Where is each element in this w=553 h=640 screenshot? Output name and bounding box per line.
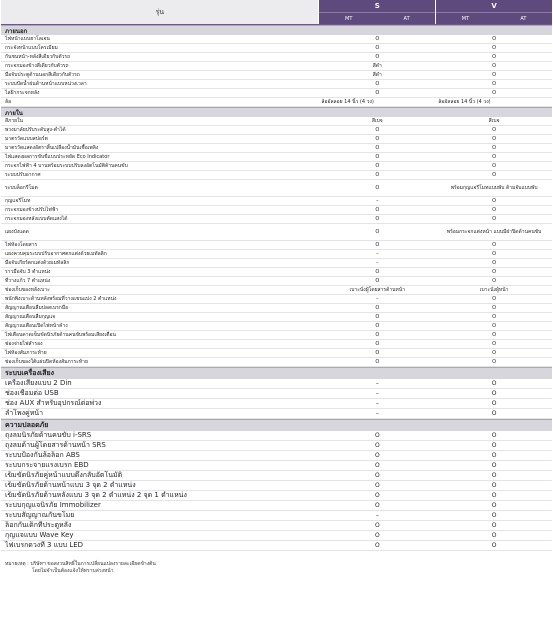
value-s: – [375, 511, 379, 519]
feature-label: ไล่ฝ้ากระจกหลัง [5, 90, 40, 96]
value-s: O [375, 242, 380, 248]
table-row [1, 541, 552, 551]
table-row [1, 126, 552, 135]
feature-label: ระบบปัดน้ำฝนด้านหน้าแบบหน่วงเวลา [5, 81, 87, 87]
feature-label: พวงมาลัยปรับระดับสูง-ต่ำได้ [5, 127, 66, 133]
table-row [1, 62, 552, 71]
value-v: O [491, 441, 497, 449]
table-row [1, 180, 552, 197]
table-row [1, 53, 552, 62]
value-v: O [492, 90, 497, 96]
feature-label: กันชนหน้า-หลังสีเดียวกับตัวรถ [5, 54, 71, 60]
feature-label: เข็มขัดนิรภัยด้านหน้าแบบ 3 จุด 2 ตำแหน่ง [5, 481, 136, 489]
value-v: O [491, 471, 497, 479]
table-row [1, 441, 552, 451]
value-v: พร้อมกุญแจรีโมทแบบพับ ด้ามจับแบบพับ [450, 185, 538, 191]
feature-label: ช่องเชื่อมต่อ USB [5, 389, 59, 397]
model-group-s [319, 0, 435, 24]
transmission-label: AT [403, 15, 410, 22]
feature-label: มาตรวัดแบบสปอร์ต [5, 136, 48, 142]
table-row [1, 511, 552, 521]
table-row [1, 313, 552, 322]
table-row [1, 286, 552, 295]
feature-label: มือจับประตูด้านนอกสีเดียวกับตัวรถ [5, 72, 80, 78]
value-s: O [375, 216, 380, 222]
feature-label: ระบบป้องกันล้อล็อก ABS [5, 451, 80, 459]
value-v: O [492, 305, 497, 311]
table-row [1, 144, 552, 153]
value-s: ล้ออัลลอย 14 นิ้ว (4 วง) [321, 99, 374, 105]
value-s: O [375, 54, 380, 60]
value-v: O [492, 36, 497, 42]
table-row [1, 117, 552, 126]
table-row [1, 44, 552, 53]
value-s: O [375, 163, 380, 169]
value-s: O [375, 136, 380, 142]
table-row [1, 340, 552, 349]
feature-label: ล็อกกันเด็กที่ประตูหลัง [5, 521, 72, 529]
table-row [1, 215, 552, 224]
feature-label: ช่องเก็บของใต้แผ่นปิดห้องสัมภาระท้าย [5, 359, 88, 365]
value-v: O [491, 541, 497, 549]
table-row [1, 224, 552, 241]
model-name: V [436, 0, 552, 12]
value-s: O [374, 451, 380, 459]
value-v: O [492, 314, 497, 320]
section-header: ระบบเครื่องเสียง [1, 367, 552, 379]
value-s: O [374, 501, 380, 509]
value-s: – [375, 379, 379, 387]
value-v: ล้ออัลลอย 14 นิ้ว (4 วง) [438, 99, 491, 105]
value-s: O [375, 350, 380, 356]
value-s: O [374, 481, 380, 489]
value-v: O [491, 501, 497, 509]
feature-label: เข็มขัดนิรภัยด้านหลังแบบ 3 จุด 2 ตำแหน่ง 2 จุด 1 ตำแหน่ง [5, 491, 187, 499]
value-s: สีเบจ [371, 118, 383, 124]
value-v: O [491, 491, 497, 499]
model-name: S [319, 0, 435, 12]
feature-label: แผงควบคุมระบบปรับอากาศตกแต่งด้วยเมทัลลิก [5, 251, 107, 257]
value-v: O [492, 278, 497, 284]
feature-label: ระบบกุญแจนิรภัย Immobilizer [5, 501, 101, 509]
table-row [1, 399, 552, 409]
value-v: O [491, 511, 497, 519]
table-row [1, 431, 552, 441]
value-v: O [492, 172, 497, 178]
feature-label: กระจกมองข้างปรับไฟฟ้า [5, 207, 59, 213]
table-row [1, 451, 552, 461]
table-row [1, 531, 552, 541]
feature-label: ล้อ [5, 99, 12, 105]
section-header: ความปลอดภัย [1, 419, 552, 431]
value-v: O [491, 481, 497, 489]
feature-label: พนักพิงเบาะด้านหลังพร้อมที่วางแขนแบ่ง 2 ตำแหน่ง [5, 296, 117, 302]
feature-label: กระจังหน้าแบบโครเมียม [5, 45, 58, 51]
section-header: ภายใน [1, 107, 552, 117]
feature-label: มาตรวัดแสดงอัตราสิ้นเปลืองน้ำมันเชื้อเพลิง [5, 145, 99, 151]
spec-sheet [1, 0, 552, 575]
transmission-label: MT [461, 15, 470, 22]
table-row [1, 501, 552, 511]
value-v: O [492, 198, 497, 204]
value-s: O [375, 341, 380, 347]
model-group-v [436, 0, 552, 24]
value-v: O [491, 531, 497, 539]
value-s: O [374, 471, 380, 479]
table-row [1, 521, 552, 531]
feature-label: ระบบสัญญาณกันขโมย [5, 511, 75, 519]
value-s: – [376, 251, 379, 257]
value-s: O [375, 359, 380, 365]
value-s: O [374, 521, 380, 529]
value-v: O [492, 269, 497, 275]
table-row [1, 162, 552, 171]
value-v: O [492, 296, 497, 302]
table-row [1, 80, 552, 89]
value-s: O [375, 154, 380, 160]
value-v: O [491, 451, 497, 459]
value-s: O [374, 491, 380, 499]
value-s: O [375, 305, 380, 311]
value-s: O [374, 541, 380, 549]
table-row [1, 171, 552, 180]
value-s: O [375, 145, 380, 151]
table-row [1, 277, 552, 286]
value-v: O [492, 136, 497, 142]
table-row [1, 197, 552, 206]
value-s: O [375, 127, 380, 133]
value-s: O [375, 269, 380, 275]
feature-label: สีภายใน [5, 118, 23, 124]
table-row [1, 89, 552, 98]
value-v: O [491, 389, 497, 397]
table-row [1, 98, 552, 107]
value-v: O [492, 207, 497, 213]
transmission-label: AT [520, 15, 527, 22]
value-s: O [375, 229, 380, 235]
table-row [1, 409, 552, 419]
value-v: O [492, 154, 497, 160]
table-row [1, 135, 552, 144]
value-v: O [492, 242, 497, 248]
value-v: O [492, 260, 497, 266]
feature-label: ที่วางแก้ว 7 ตำแหน่ง [5, 278, 51, 284]
value-s: O [375, 45, 380, 51]
value-s: O [375, 36, 380, 42]
value-v: O [492, 127, 497, 133]
value-v: สีเบจ [488, 118, 500, 124]
feature-label: ระบบปรับอากาศ [5, 172, 41, 178]
feature-label: ไฟเบรกดวงที่ 3 แบบ LED [5, 541, 84, 549]
value-s: – [376, 260, 379, 266]
model-header-label: รุ่น [1, 0, 318, 24]
value-v: O [492, 45, 497, 51]
value-s: O [375, 323, 380, 329]
feature-label: ช่อง AUX สำหรับอุปกรณ์ต่อพ่วง [5, 399, 102, 407]
table-row [1, 295, 552, 304]
value-s: O [375, 185, 380, 191]
value-v: O [492, 81, 497, 87]
feature-label: ถุงลมด้านผู้โดยสารด้านหน้า SRS [5, 441, 106, 449]
value-s: O [375, 207, 380, 213]
value-s: O [374, 431, 380, 439]
value-v: O [491, 461, 497, 469]
value-v: O [491, 431, 497, 439]
table-row [1, 481, 552, 491]
feature-label: กุญแจแบบ Wave Key [5, 531, 74, 539]
feature-label: ลำโพงคู่หน้า [5, 409, 44, 417]
section-header: ภายนอก [1, 25, 552, 35]
value-v: O [491, 409, 497, 417]
value-v: O [492, 72, 497, 78]
feature-label: เครื่องเสียงแบบ 2 Din [5, 379, 72, 387]
value-s: O [375, 172, 380, 178]
table-row [1, 71, 552, 80]
feature-label: ไฟหน้าแบบฮาโลเจน [5, 36, 50, 42]
table-row [1, 461, 552, 471]
value-v: O [492, 341, 497, 347]
table-row [1, 259, 552, 268]
table-row [1, 358, 552, 367]
feature-label: ช่องจ่ายไฟสำรอง [5, 341, 43, 347]
table-row [1, 491, 552, 501]
value-s: เบาะนั่งผู้โดยสารด้านหน้า [349, 287, 406, 293]
value-s: O [374, 461, 380, 469]
value-s: O [375, 332, 380, 338]
value-v: เบาะนั่งผู้หน้า [479, 287, 509, 293]
feature-label: ราวมือจับ 3 ตำแหน่ง [5, 269, 51, 275]
value-v: O [492, 359, 497, 365]
value-s: สีดำ [372, 72, 382, 78]
value-v: O [492, 54, 497, 60]
feature-label: ไฟแสดงผลการขับขี่แบบประหยัด Eco Indicator [5, 154, 110, 160]
footnote [1, 561, 552, 575]
feature-label: ไฟห้องโดยสาร [5, 242, 38, 248]
feature-label: ช่องเก็บของหลังเบาะ [5, 287, 50, 293]
feature-label: สัญญาณเตือนลืมกุญแจ [5, 314, 56, 320]
value-v: O [492, 350, 497, 356]
value-s: O [375, 90, 380, 96]
table-row [1, 268, 552, 277]
feature-label: กระจกมองหลังแบบตัดแสงได้ [5, 216, 68, 222]
feature-label: กระจกไฟฟ้า 4 บานพร้อมระบบปรับลงอัตโนมัติด้านคนขับ [5, 163, 128, 169]
feature-label: กุญแจรีโมท [5, 198, 31, 204]
value-s: – [376, 296, 379, 302]
table-row [1, 379, 552, 389]
value-s: O [374, 531, 380, 539]
table-row [1, 241, 552, 250]
table-row [1, 250, 552, 259]
value-v: พร้อมกระจกแต่งหน้า แบบมีฝาปิดด้านคนขับ [446, 229, 542, 235]
feature-label: แผงบังแดด [5, 229, 29, 235]
table-row [1, 322, 552, 331]
feature-label: ไฟห้องสัมภาระท้าย [5, 350, 47, 356]
table-row [1, 349, 552, 358]
value-s: – [375, 389, 379, 397]
feature-label: เข็มขัดนิรภัยคู่หน้าแบบดึงกลับอัตโนมัติ [5, 471, 123, 479]
value-v: O [491, 379, 497, 387]
value-s: สีดำ [372, 63, 382, 69]
value-v: O [492, 63, 497, 69]
table-row [1, 206, 552, 215]
value-v: O [491, 521, 497, 529]
transmission-label: MT [345, 15, 353, 22]
feature-label: ถุงลมนิรภัยด้านคนขับ i-SRS [5, 431, 92, 439]
value-s: – [375, 399, 379, 407]
table-body [1, 25, 552, 551]
value-v: O [492, 251, 497, 257]
value-v: O [492, 145, 497, 151]
feature-label: ระบบล็อกรีโมต [5, 185, 38, 191]
table-row [1, 389, 552, 399]
table-row [1, 331, 552, 340]
feature-label: ไฟเตือนคาดเข็มขัดนิรภัยด้านคนขับพร้อมเสียงเตือน [5, 332, 116, 338]
feature-label: สัญญาณเตือนเปิดไฟหน้าค้าง [5, 323, 68, 329]
feature-label: สัญญาณเตือนลืมปลดเบรกมือ [5, 305, 69, 311]
value-v: O [492, 216, 497, 222]
table-row [1, 153, 552, 162]
value-v: O [491, 399, 497, 407]
footnote-line: โดยไม่จำเป็นต้องแจ้งให้ทราบล่วงหน้า [32, 568, 114, 574]
feature-label: กระจกมองข้างสีเดียวกับตัวรถ [5, 63, 69, 69]
feature-label: มือจับเกียร์ตกแต่งด้วยเมทัลลิก [5, 260, 70, 266]
value-s: O [374, 441, 380, 449]
value-s: – [375, 409, 379, 417]
value-v: O [492, 332, 497, 338]
value-v: O [492, 163, 497, 169]
footnote-line: หมายเหตุ : บริษัทฯ ขอสงวนสิทธิ์ในการเปลี่ยนแปลงรายละเอียดข้างต้น [5, 561, 156, 567]
value-s: O [375, 314, 380, 320]
value-s: O [375, 81, 380, 87]
feature-label: ระบบกระจายแรงเบรก EBD [5, 461, 89, 469]
table-row [1, 304, 552, 313]
table-header [1, 0, 552, 25]
table-row [1, 35, 552, 44]
value-s: – [376, 198, 379, 204]
table-row [1, 471, 552, 481]
value-v: O [492, 323, 497, 329]
value-s: O [375, 278, 380, 284]
